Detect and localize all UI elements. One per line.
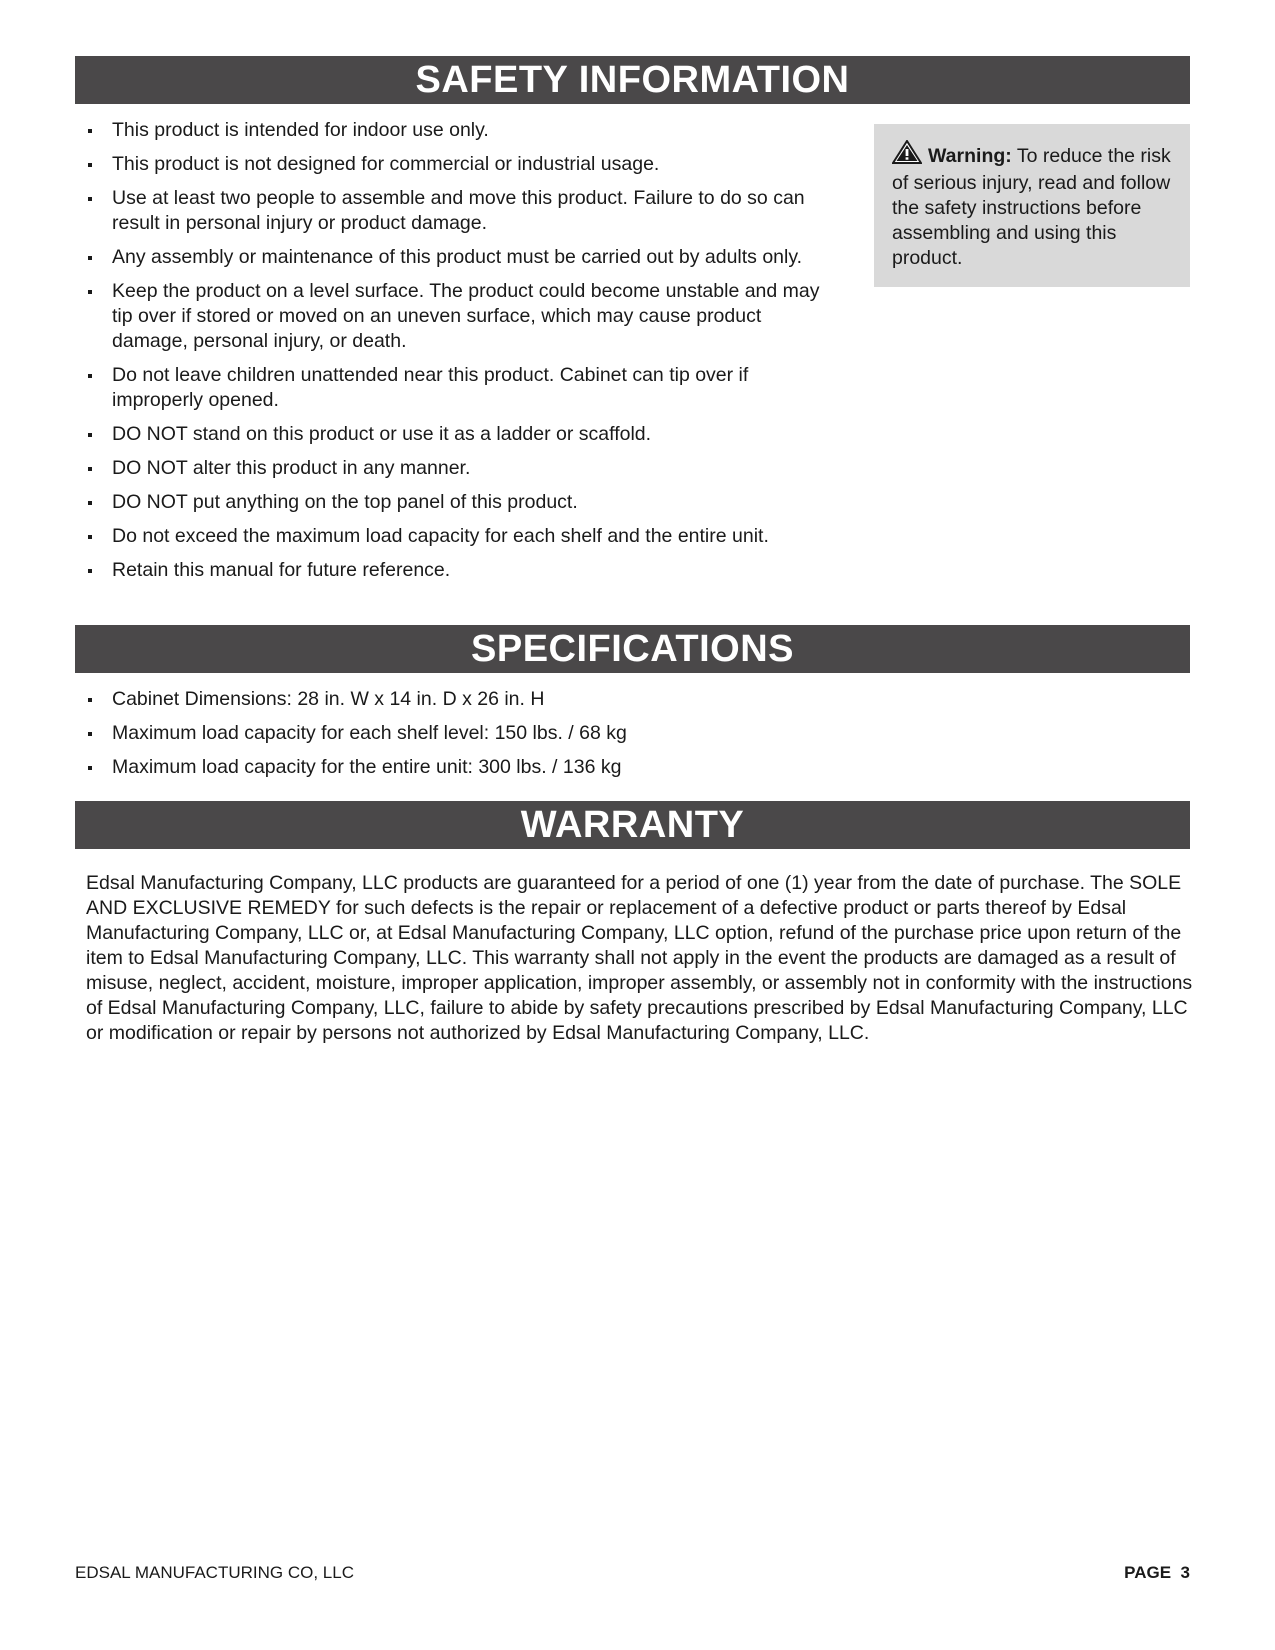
specifications-list	[86, 687, 846, 789]
list-item: Maximum load capacity for each shelf level: 150 lbs. / 68 kg	[86, 721, 846, 746]
list-item: DO NOT stand on this product or use it as a ladder or scaffold.	[86, 422, 826, 447]
list-item: DO NOT put anything on the top panel of this product.	[86, 490, 826, 515]
warranty-heading: WARRANTY	[75, 801, 1190, 849]
specifications-heading: SPECIFICATIONS	[75, 625, 1190, 673]
warning-box	[874, 124, 1190, 287]
warning-label: Warning:	[928, 145, 1012, 167]
list-item: Any assembly or maintenance of this product must be carried out by adults only.	[86, 245, 826, 270]
warning-triangle-icon	[892, 140, 922, 171]
list-item: Cabinet Dimensions: 28 in. W x 14 in. D x 26 in. H	[86, 687, 846, 712]
list-item: This product is intended for indoor use only.	[86, 118, 826, 143]
footer-company: EDSAL MANUFACTURING CO, LLC	[75, 1563, 354, 1582]
safety-list	[86, 118, 826, 592]
list-item: This product is not designed for commercial or industrial usage.	[86, 152, 826, 177]
warning-text: To reduce the risk of serious injury, read and follow the safety instructions before assembling and using this product.	[892, 145, 1171, 269]
list-item: Retain this manual for future reference.	[86, 558, 826, 583]
list-item: Do not exceed the maximum load capacity for each shelf and the entire unit.	[86, 524, 826, 549]
page-number: PAGE 3	[1124, 1563, 1190, 1582]
list-item: Maximum load capacity for the entire unit: 300 lbs. / 136 kg	[86, 755, 846, 780]
list-item: Use at least two people to assemble and move this product. Failure to do so can result in personal injury or product damage.	[86, 186, 826, 236]
list-item: Keep the product on a level surface. The product could become unstable and may tip over if stored or moved on an uneven surface, which may cause product damage, personal injury, or death.	[86, 279, 826, 354]
list-item: DO NOT alter this product in any manner.	[86, 456, 826, 481]
list-item: Do not leave children unattended near this product. Cabinet can tip over if improperly opened.	[86, 363, 826, 413]
warranty-paragraph: Edsal Manufacturing Company, LLC products are guaranteed for a period of one (1) year from the date of purchase. The SOLE AND EXCLUSIVE REMEDY for such defects is the repair or replacement of a defective product or parts thereof by Edsal Manufacturing Company, LLC or, at Edsal Manufacturing Company, LLC option, refund of the purchase price upon return of the item to Edsal Manufacturing Company, LLC. This warranty shall not apply in the event the products are damaged as a result of misuse, neglect, accident, moisture, improper application, improper assembly, or assembly not in conformity with the instructions of Edsal Manufacturing Company, LLC, failure to abide by safety precautions prescribed by Edsal Manufacturing Company, LLC or modification or repair by persons not authorized by Edsal Manufacturing Company, LLC.	[86, 872, 1193, 1044]
safety-information-heading: SAFETY INFORMATION	[75, 56, 1190, 104]
